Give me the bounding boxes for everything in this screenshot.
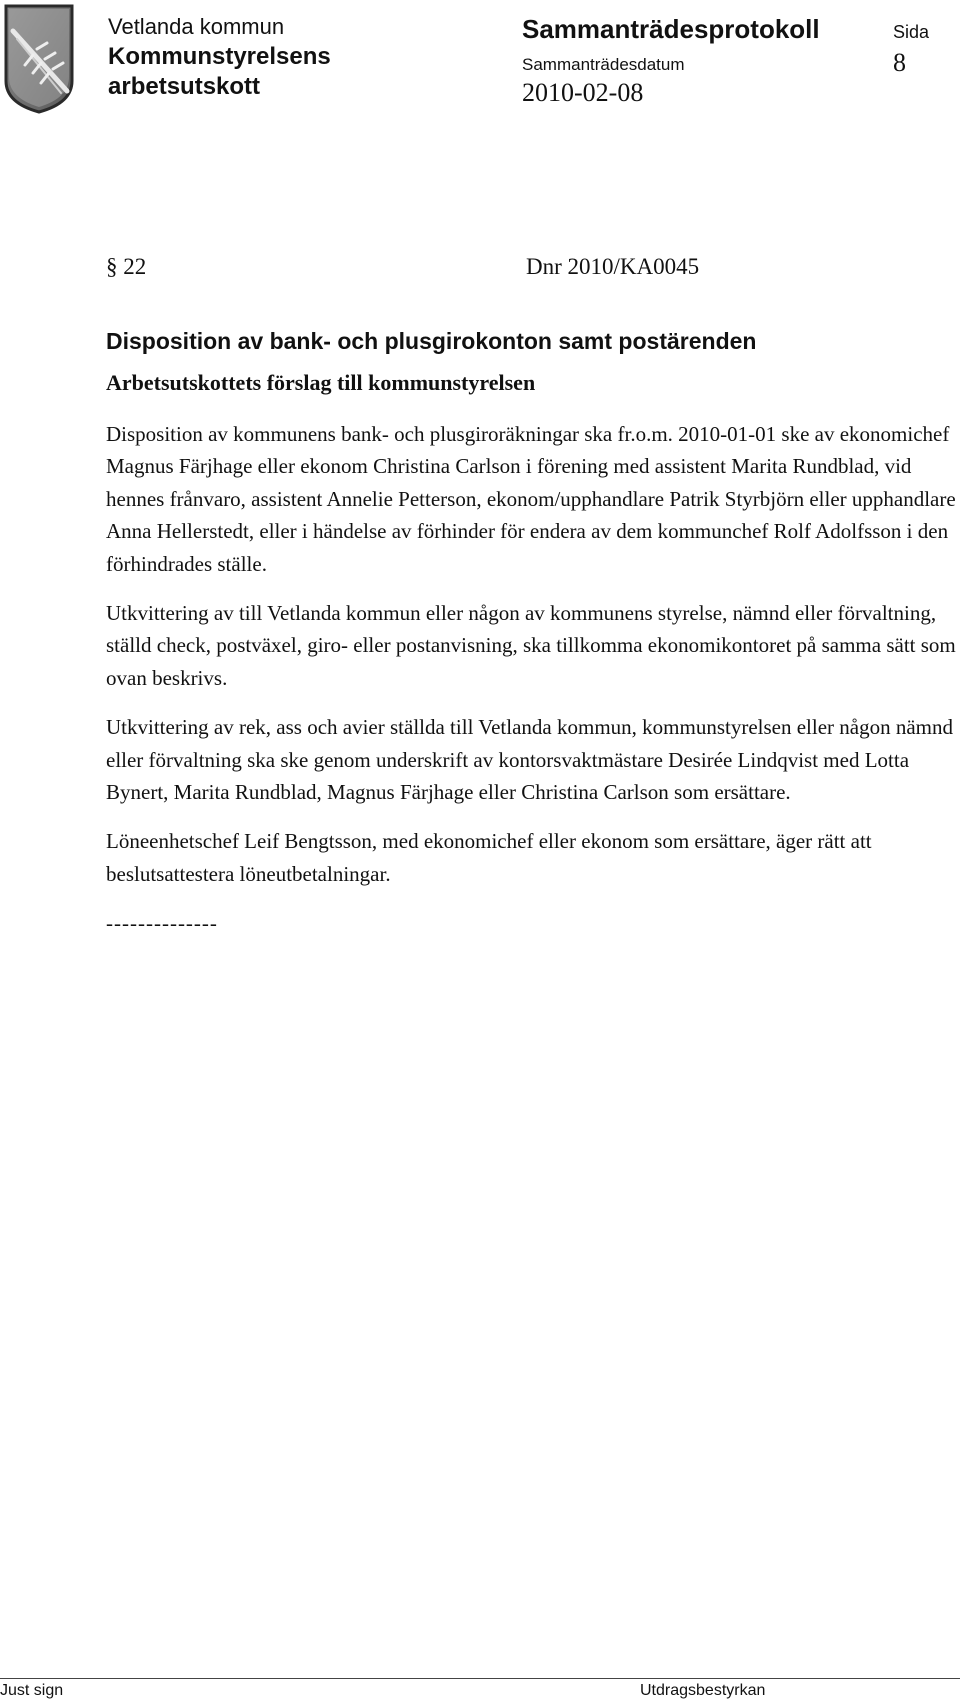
meeting-date: 2010-02-08 xyxy=(522,78,644,107)
coat-of-arms-icon xyxy=(3,3,75,115)
document-title: Sammanträdesprotokoll xyxy=(522,14,820,44)
section-separator: -------------- xyxy=(106,911,218,936)
section-symbol: § xyxy=(106,254,118,279)
body-paragraph: Utkvittering av till Vetlanda kommun eller någon av kommunens styrelse, nämnd eller förvaltning, ställd check, postväxel, giro- eller postanvisning, ska tillkomma ekonomikontoret på samma sätt som ovan beskrivs. xyxy=(106,601,956,690)
section-reference xyxy=(106,254,700,280)
section-heading: Disposition av bank- och plusgirokonton samt postärenden xyxy=(106,328,757,354)
board-name xyxy=(108,42,331,102)
board-name-line1: Kommunstyrelsens xyxy=(108,43,331,70)
coat-of-arms-logo xyxy=(3,3,75,115)
diary-number: Dnr 2010/KA0045 xyxy=(526,254,700,279)
body-paragraph: Löneenhetschef Leif Bengtsson, med ekonomichef eller ekonom som ersättare, äger rätt att beslutsattestera löneutbetalningar. xyxy=(106,829,872,886)
body-paragraph: Utkvittering av rek, ass och avier ställda till Vetlanda kommun, kommunstyrelsen eller någon nämnd eller förvaltning ska ske genom underskrift av kontorsvaktmästare Desirée Lindqvist med Lotta Bynert, Marita Rundblad, Magnus Färjhage eller Christina Carlson som ersättare. xyxy=(106,715,954,805)
footer-certification-label: Utdragsbestyrkan xyxy=(640,1682,766,1699)
page-number: 8 xyxy=(893,48,906,77)
meeting-date-label: Sammanträdesdatum xyxy=(522,55,685,74)
footer-divider xyxy=(0,1678,960,1679)
body-paragraph: Disposition av kommunens bank- och plusgiroräkningar ska fr.o.m. 2010-01-01 ske av ekonomichef Magnus Färjhage eller ekonom Christina Carlson i förening med assistent Marita Rundblad, vid hennes frånvaro, assistent Annelie Petterson, ekonom/upphandlare Patrik Styrbjörn eller upphandlare Anna Hellerstedt, eller i händelse av förhinder för endera av dem kommunchef Rolf Adolfsson i den förhindrades ställe. xyxy=(106,422,956,576)
section-subheading: Arbetsutskottets förslag till kommunstyrelsen xyxy=(106,370,536,395)
section-body xyxy=(106,418,956,940)
board-name-line2: arbetsutskott xyxy=(108,73,261,100)
footer-signature-label: Just sign xyxy=(0,1682,64,1699)
page-label: Sida xyxy=(893,22,930,42)
section-number: 22 xyxy=(123,254,147,279)
municipality-name: Vetlanda kommun xyxy=(108,14,285,39)
